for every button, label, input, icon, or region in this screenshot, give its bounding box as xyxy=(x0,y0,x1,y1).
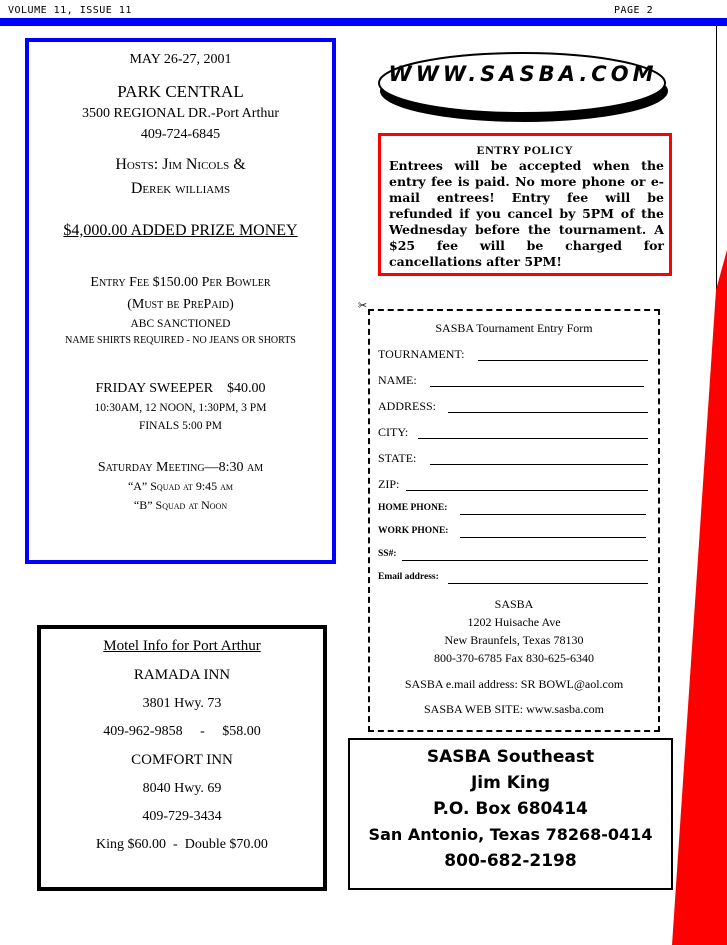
address-label: ADDRESS: xyxy=(378,399,437,413)
address-field[interactable] xyxy=(448,412,648,413)
entry-form xyxy=(368,309,660,732)
sanction-note: ABC SANCTIONED xyxy=(130,318,231,330)
event-dates: MAY 26-27, 2001 xyxy=(129,52,232,67)
org-phones: 800-370-6785 Fax 830-625-6340 xyxy=(434,651,594,665)
ss-field[interactable] xyxy=(402,560,648,561)
event-hosts-2: Derek williams xyxy=(130,180,231,197)
org-city: New Braunfels, Texas 78130 xyxy=(444,633,584,647)
org-name: SASBA xyxy=(494,597,534,611)
org-email: SASBA e.mail address: SR BOWL@aol.com xyxy=(404,677,624,691)
tournament-label: TOURNAMENT: xyxy=(378,347,465,361)
southeast-phone: 800-682-2198 xyxy=(444,851,577,871)
sweeper-times: 10:30AM, 12 NOON, 1:30PM, 3 PM xyxy=(94,402,267,414)
work-phone-field[interactable] xyxy=(460,537,646,538)
name-field[interactable] xyxy=(430,386,644,387)
policy-text: Entrees will be accepted when the entry fee is paid. No more phone or e-mail entrees! Entry fee will be refunded if you cancel by 5PM of the Wednesday before the tournament. A $25 fee will be charged for cancellations after 5PM! xyxy=(389,158,664,269)
dress-code: NAME SHIRTS REQUIRED - NO JEANS OR SHORTS xyxy=(65,335,296,346)
event-address: 3500 REGIONAL DR.-Port Arthur xyxy=(81,106,280,121)
right-rule xyxy=(716,26,717,945)
website-banner-shape xyxy=(376,49,670,124)
event-venue: PARK CENTRAL xyxy=(117,82,244,101)
org-website: SASBA WEB SITE: www.sasba.com xyxy=(424,702,604,716)
home-phone-label: HOME PHONE: xyxy=(378,503,448,513)
motel-title: Motel Info for Port Arthur xyxy=(103,638,261,654)
southeast-contact: Jim King xyxy=(470,773,551,793)
state-field[interactable] xyxy=(430,464,648,465)
header-bar xyxy=(0,18,727,26)
southeast-name: SASBA Southeast xyxy=(426,747,595,767)
motel-info-box xyxy=(37,625,327,891)
finals-time: FINALS 5:00 PM xyxy=(138,420,223,432)
friday-sweeper: FRIDAY SWEEPER $40.00 xyxy=(95,381,266,396)
volume-issue: VOLUME 11, ISSUE 11 xyxy=(8,5,132,16)
hotel2-name: COMFORT INN xyxy=(131,752,233,768)
prize-money: $4,000.00 ADDED PRIZE MONEY xyxy=(63,222,298,239)
city-field[interactable] xyxy=(418,438,648,439)
home-phone-field[interactable] xyxy=(460,514,646,515)
squad-a: “A” Squad at 9:45 am xyxy=(127,479,234,493)
hotel1-address: 3801 Hwy. 73 xyxy=(142,696,222,711)
tournament-field[interactable] xyxy=(478,360,648,361)
southeast-po-box: P.O. Box 680414 xyxy=(433,799,588,819)
entry-policy-box xyxy=(378,133,672,276)
sasba-southeast-box xyxy=(348,738,673,890)
scissors-icon: ✂ xyxy=(358,300,368,312)
city-label: CITY: xyxy=(378,425,409,439)
hotel1-name: RAMADA INN xyxy=(133,667,231,683)
state-label: STATE: xyxy=(378,451,417,465)
form-title: SASBA Tournament Entry Form xyxy=(435,321,593,335)
ss-label: SS#: xyxy=(378,549,397,559)
prepaid-note: (Must be PrePaid) xyxy=(127,297,234,312)
email-field[interactable] xyxy=(448,583,648,584)
zip-field[interactable] xyxy=(406,490,648,491)
website-banner-text: WWW.SASBA.COM xyxy=(388,62,658,86)
entry-fee: Entry Fee $150.00 Per Bowler xyxy=(90,275,271,290)
zip-label: ZIP: xyxy=(378,477,400,491)
hotel1-phone-rate: 409-962-9858 - $58.00 xyxy=(103,724,261,739)
hotel2-phone: 409-729-3434 xyxy=(142,809,222,824)
event-hosts-1: Hosts: Jim Nicols & xyxy=(115,156,246,173)
southeast-city: San Antonio, Texas 78268-0414 xyxy=(368,825,653,844)
work-phone-label: WORK PHONE: xyxy=(378,526,449,536)
event-phone: 409-724-6845 xyxy=(140,127,221,142)
policy-title: ENTRY POLICY xyxy=(476,143,574,157)
page-number: PAGE 2 xyxy=(614,5,654,16)
hotel2-address: 8040 Hwy. 69 xyxy=(142,781,222,796)
org-street: 1202 Huisache Ave xyxy=(467,615,561,629)
squad-b: “B” Squad at Noon xyxy=(133,498,228,512)
saturday-meeting: Saturday Meeting—8:30 am xyxy=(97,460,264,475)
email-label: Email address: xyxy=(378,572,439,582)
tournament-info-box xyxy=(25,38,336,564)
name-label: NAME: xyxy=(378,373,417,387)
hotel2-rates: King $60.00 - Double $70.00 xyxy=(96,837,268,852)
